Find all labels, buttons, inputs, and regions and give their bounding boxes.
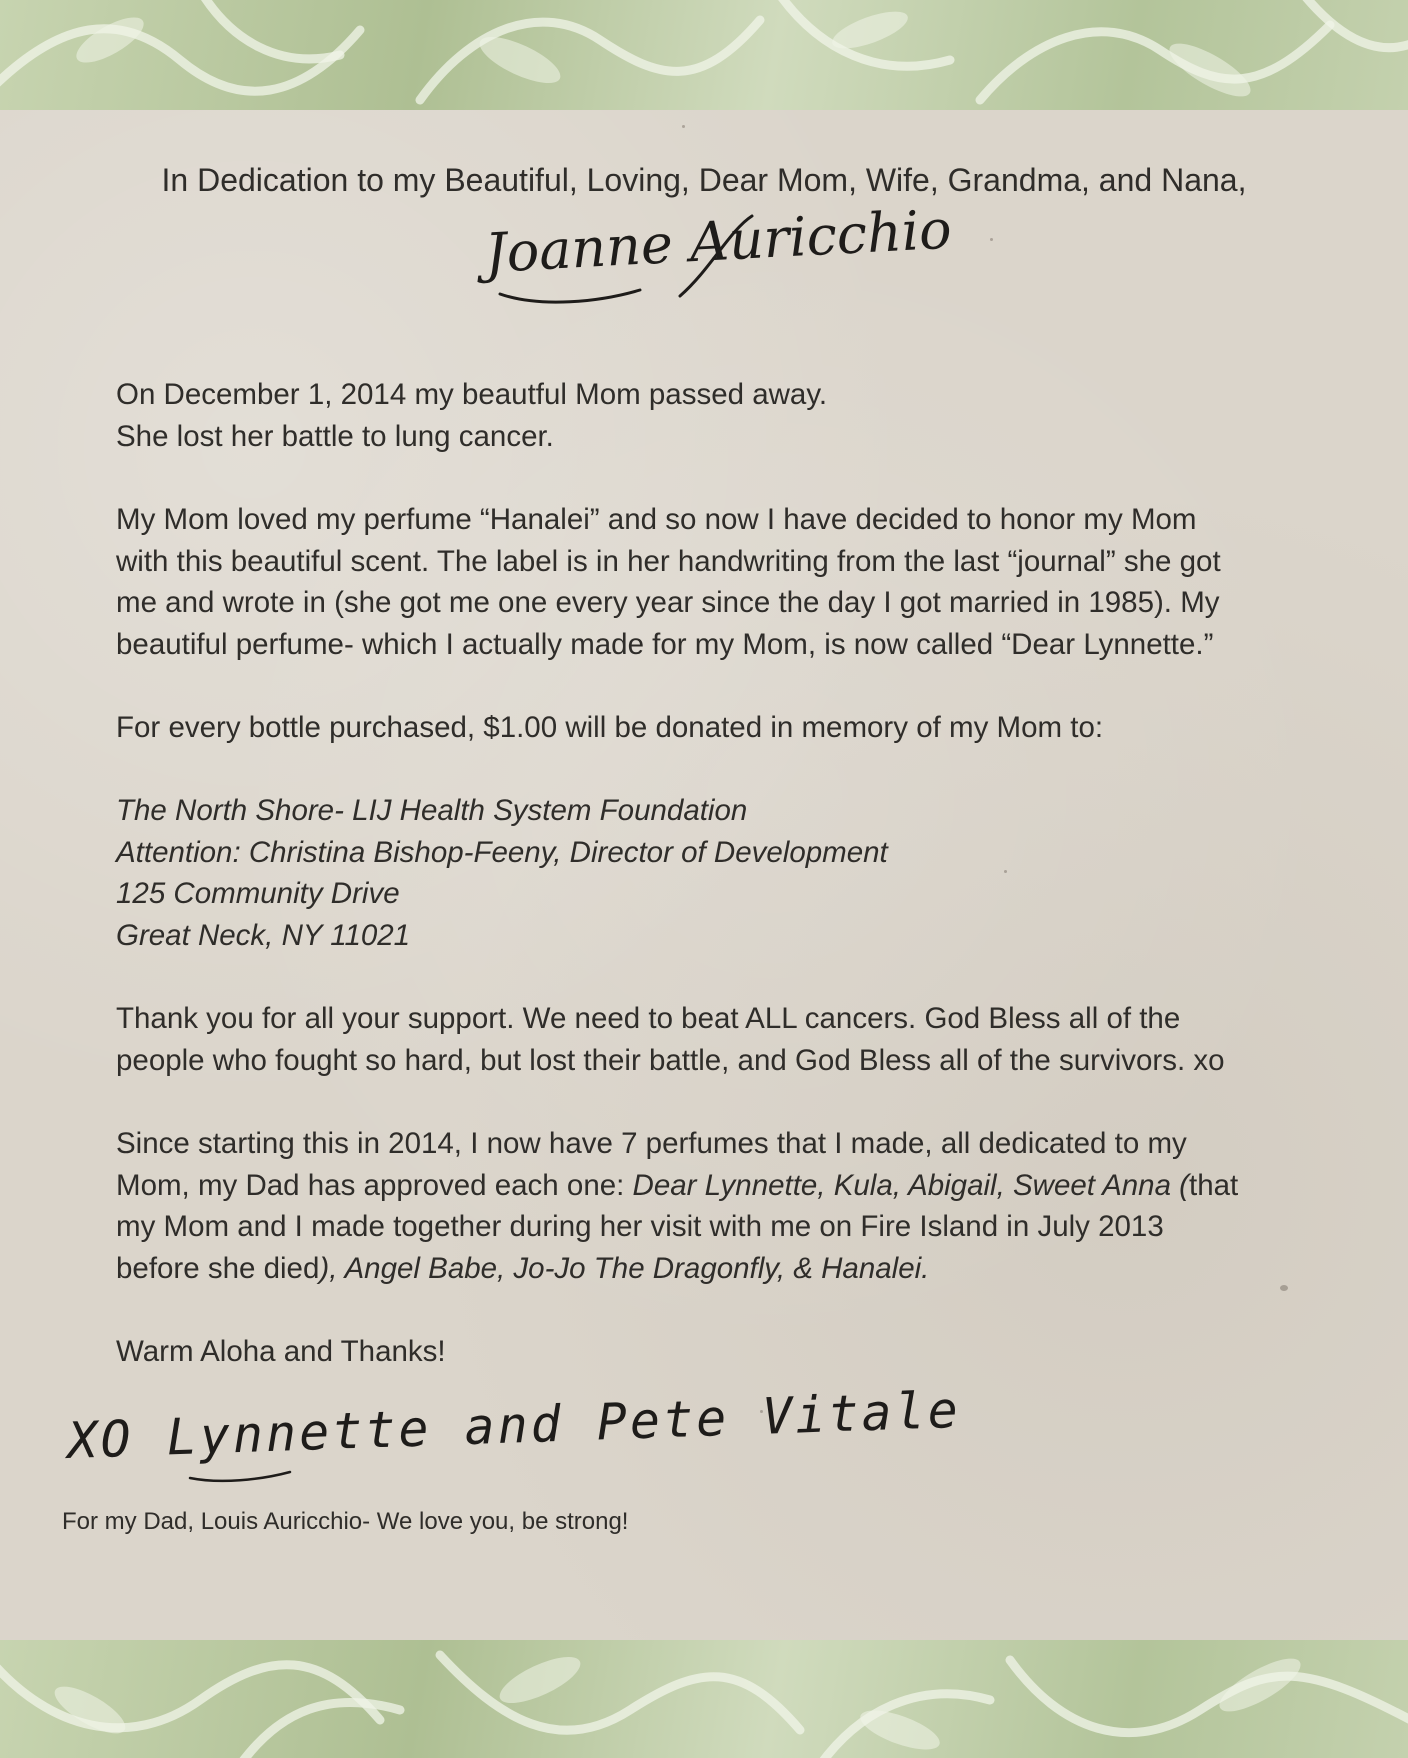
text-line: On December 1, 2014 my beautful Mom passed away. xyxy=(116,378,828,411)
closing-text: Warm Aloha and Thanks! xyxy=(116,1335,446,1368)
closing-line xyxy=(116,1331,1356,1373)
paragraph-donation xyxy=(116,707,1356,749)
address-line: Attention: Christina Bishop-Feeny, Director of Development xyxy=(116,835,888,869)
text-line: that xyxy=(1189,1168,1239,1202)
paragraph-passing xyxy=(116,374,1356,457)
perfume-names: Dear Lynnette, Kula, Abigail, Sweet Anna ( xyxy=(632,1168,1189,1202)
text-line: Thank you for all your support. We need to beat ALL cancers. God Bless all of the xyxy=(116,1002,1181,1035)
closing-signature-text: XO Lynnette and Pete Vitale xyxy=(66,1380,962,1470)
bottom-floral-border xyxy=(0,1640,1408,1758)
paragraph-perfume xyxy=(116,499,1356,665)
text-line: people who fought so hard, but lost their battle, and God Bless all of the survivors. xo xyxy=(116,1043,1225,1077)
text-line: Mom, my Dad has approved each one: xyxy=(116,1168,633,1202)
paragraph-thanks xyxy=(116,998,1356,1081)
floral-pattern-bottom xyxy=(0,1640,1408,1758)
text-line: my Mom and I made together during her visit with me on Fire Island in July 2013 xyxy=(116,1210,1164,1243)
letter-paper xyxy=(0,110,1408,1640)
perfume-names: ), Angel Babe, Jo-Jo The Dragonfly, & Hanalei. xyxy=(319,1251,930,1285)
address-line: Great Neck, NY 11021 xyxy=(116,918,411,952)
floral-pattern-top xyxy=(0,0,1408,110)
closing-signature xyxy=(60,1380,962,1495)
letter-body xyxy=(116,374,1356,457)
address-line: The North Shore- LIJ Health System Foundation xyxy=(116,794,748,827)
text-line: me and wrote in (she got me one every year since the day I got married in 1985). My xyxy=(116,586,1220,619)
honoree-signature-text: Joanne Auricchio xyxy=(483,197,953,285)
text-line: beautiful perfume- which I actually made for my Mom, is now called “Dear Lynnette.” xyxy=(116,627,1214,661)
dad-dedication-note: For my Dad, Louis Auricchio- We love you, be strong! xyxy=(62,1508,629,1535)
honoree-signature xyxy=(480,197,953,325)
paragraph-perfume-list xyxy=(116,1123,1356,1289)
text-line: with this beautiful scent. The label is in her handwriting from the last “journal” she got xyxy=(116,544,1221,578)
text-line: My Mom loved my perfume “Hanalei” and so now I have decided to honor my Mom xyxy=(116,503,1197,536)
text-line: Since starting this in 2014, I now have 7 perfumes that I made, all dedicated to my xyxy=(116,1127,1187,1160)
top-floral-border xyxy=(0,0,1408,110)
text-line: before she died xyxy=(116,1251,320,1285)
address-line: 125 Community Drive xyxy=(116,877,400,910)
text-line: She lost her battle to lung cancer. xyxy=(116,419,554,453)
text-line: For every bottle purchased, $1.00 will be donated in memory of my Mom to: xyxy=(116,711,1104,744)
dedication-heading: In Dedication to my Beautiful, Loving, Dear Mom, Wife, Grandma, and Nana, xyxy=(161,162,1247,198)
foundation-address xyxy=(116,790,1356,956)
